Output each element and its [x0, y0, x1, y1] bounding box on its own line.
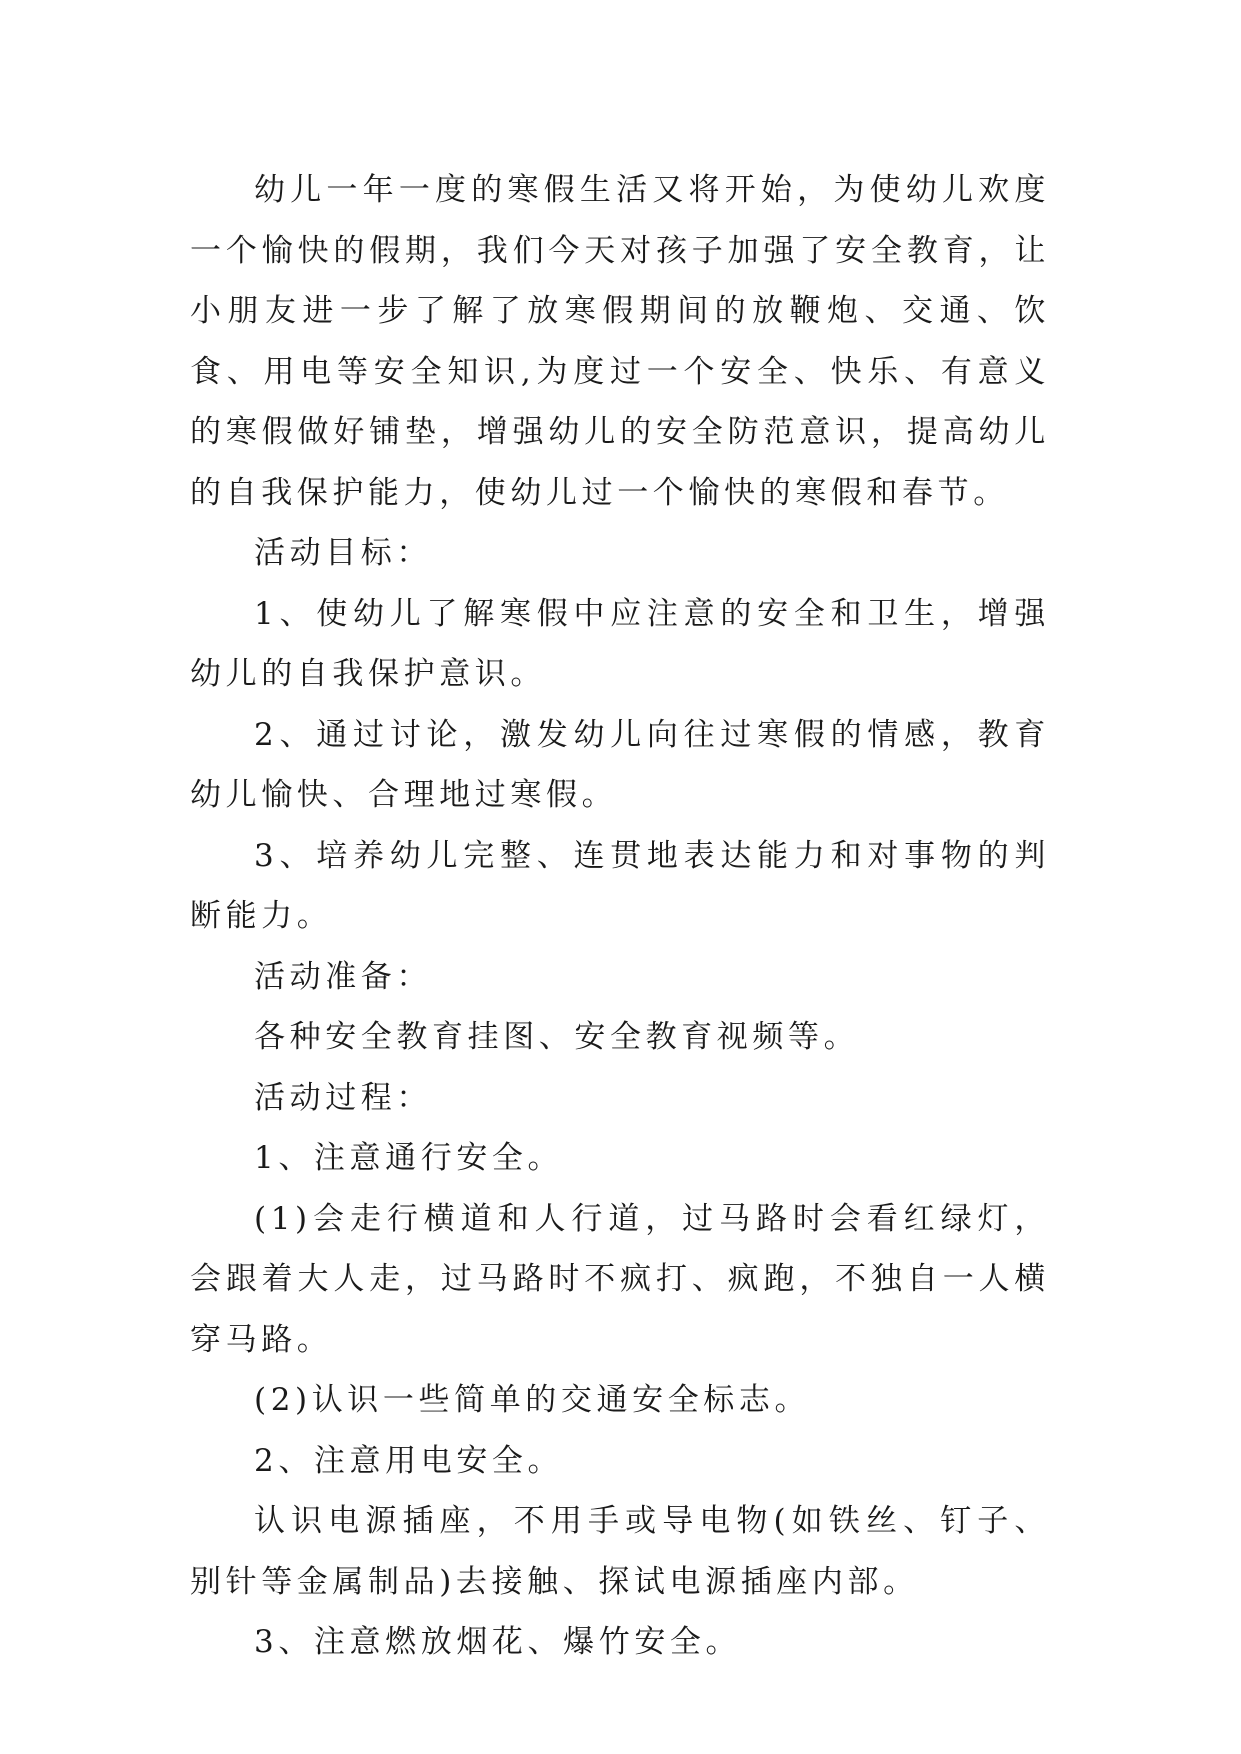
section-heading-goals: 活动目标： — [254, 535, 432, 571]
process-subitem-1-1: (1)会走行横道和人行道，过马路时会看红绿灯，会跟着大人走，过马路时不疯打、疯跑，不独自一人横穿马路。 — [190, 1200, 1050, 1358]
process-item-3: 3、注意燃放烟花、爆竹安全。 — [254, 1624, 742, 1660]
goal-item-2: 2、通过讨论，激发幼儿向往过寒假的情感，教育幼儿愉快、合理地过寒假。 — [190, 716, 1050, 813]
process-subitem-1-2: (2)认识一些简单的交通安全标志。 — [254, 1382, 811, 1418]
goal-item-1: 1、使幼儿了解寒假中应注意的安全和卫生，增强幼儿的自我保护意识。 — [190, 595, 1050, 692]
intro-paragraph: 幼儿一年一度的寒假生活又将开始，为使幼儿欢度一个愉快的假期，我们今天对孩子加强了安全教育，让小朋友进一步了解了放寒假期间的放鞭炮、交通、饮食、用电等安全知识,为度过一个安全、快乐、有意义的寒假做好铺垫，增强幼儿的安全防范意识，提高幼儿的自我保护能力，使幼儿过一个愉快的寒假和春节。 — [190, 172, 1050, 511]
section-heading-process: 活动过程： — [254, 1079, 432, 1116]
process-item-2-text: 认识电源插座，不用手或导电物(如铁丝、钉子、别针等金属制品)去接触、探试电源插座内部。 — [190, 1503, 1050, 1600]
document-body — [190, 160, 1050, 1673]
section-heading-preparation: 活动准备： — [254, 958, 432, 995]
goal-item-3: 3、培养幼儿完整、连贯地表达能力和对事物的判断能力。 — [190, 837, 1050, 934]
process-item-1: 1、注意通行安全。 — [254, 1140, 564, 1176]
process-item-2: 2、注意用电安全。 — [254, 1442, 564, 1479]
preparation-text: 各种安全教育挂图、安全教育视频等。 — [254, 1019, 860, 1055]
